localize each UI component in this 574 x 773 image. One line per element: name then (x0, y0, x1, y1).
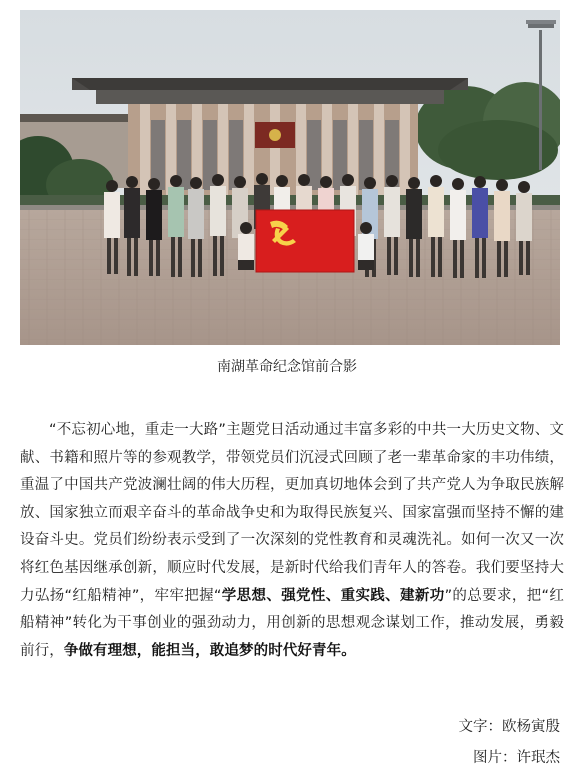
photo-caption: 南湖革命纪念馆前合影 (217, 359, 357, 375)
photo-credit: 图片：许珉杰 (473, 750, 560, 766)
article-emphasis-1: 学思想、强党性、重实践、建新功 (221, 587, 445, 604)
text-credit: 文字：欧杨寅殷 (458, 719, 560, 735)
article-text-1: “不忘初心地，重走一大路”主题党日活动通过丰富多彩的中共一大历史文物、文献、书籍和照片等的参观教学，带领党员们沉浸式回顾了老一辈革命家的丰功伟绩，重温了中国共产党波澜壮阔的伟大历程，更加真切地体会到了共产党人为争取民族解放、国家独立而艰辛奋斗的革命战争史和为取得民族复兴、国家富强而坚持不懈的建设奋斗史。党员们纷纷表示受到了一次深刻的党性教育和灵魂洗礼。如何一次又一次将红色基因继承创新，顺应时代发展，是新时代给我们青年人的答卷。我们要坚持大力弘扬“红船精神”，牢牢把握“ (20, 422, 564, 604)
group-photo-illustration (20, 10, 560, 345)
party-flag (256, 210, 354, 272)
article-text-2: ”的总要求，把“红船精神”转化为干事创业的强劲动力，用创新的思想观念谋划工作，推动发展，勇毅前行， (20, 587, 564, 659)
article-emphasis-2: 争做有理想，能担当，敢追梦的时代好青年。 (63, 642, 356, 659)
group-photo (20, 10, 560, 345)
article-paragraph (20, 417, 564, 665)
